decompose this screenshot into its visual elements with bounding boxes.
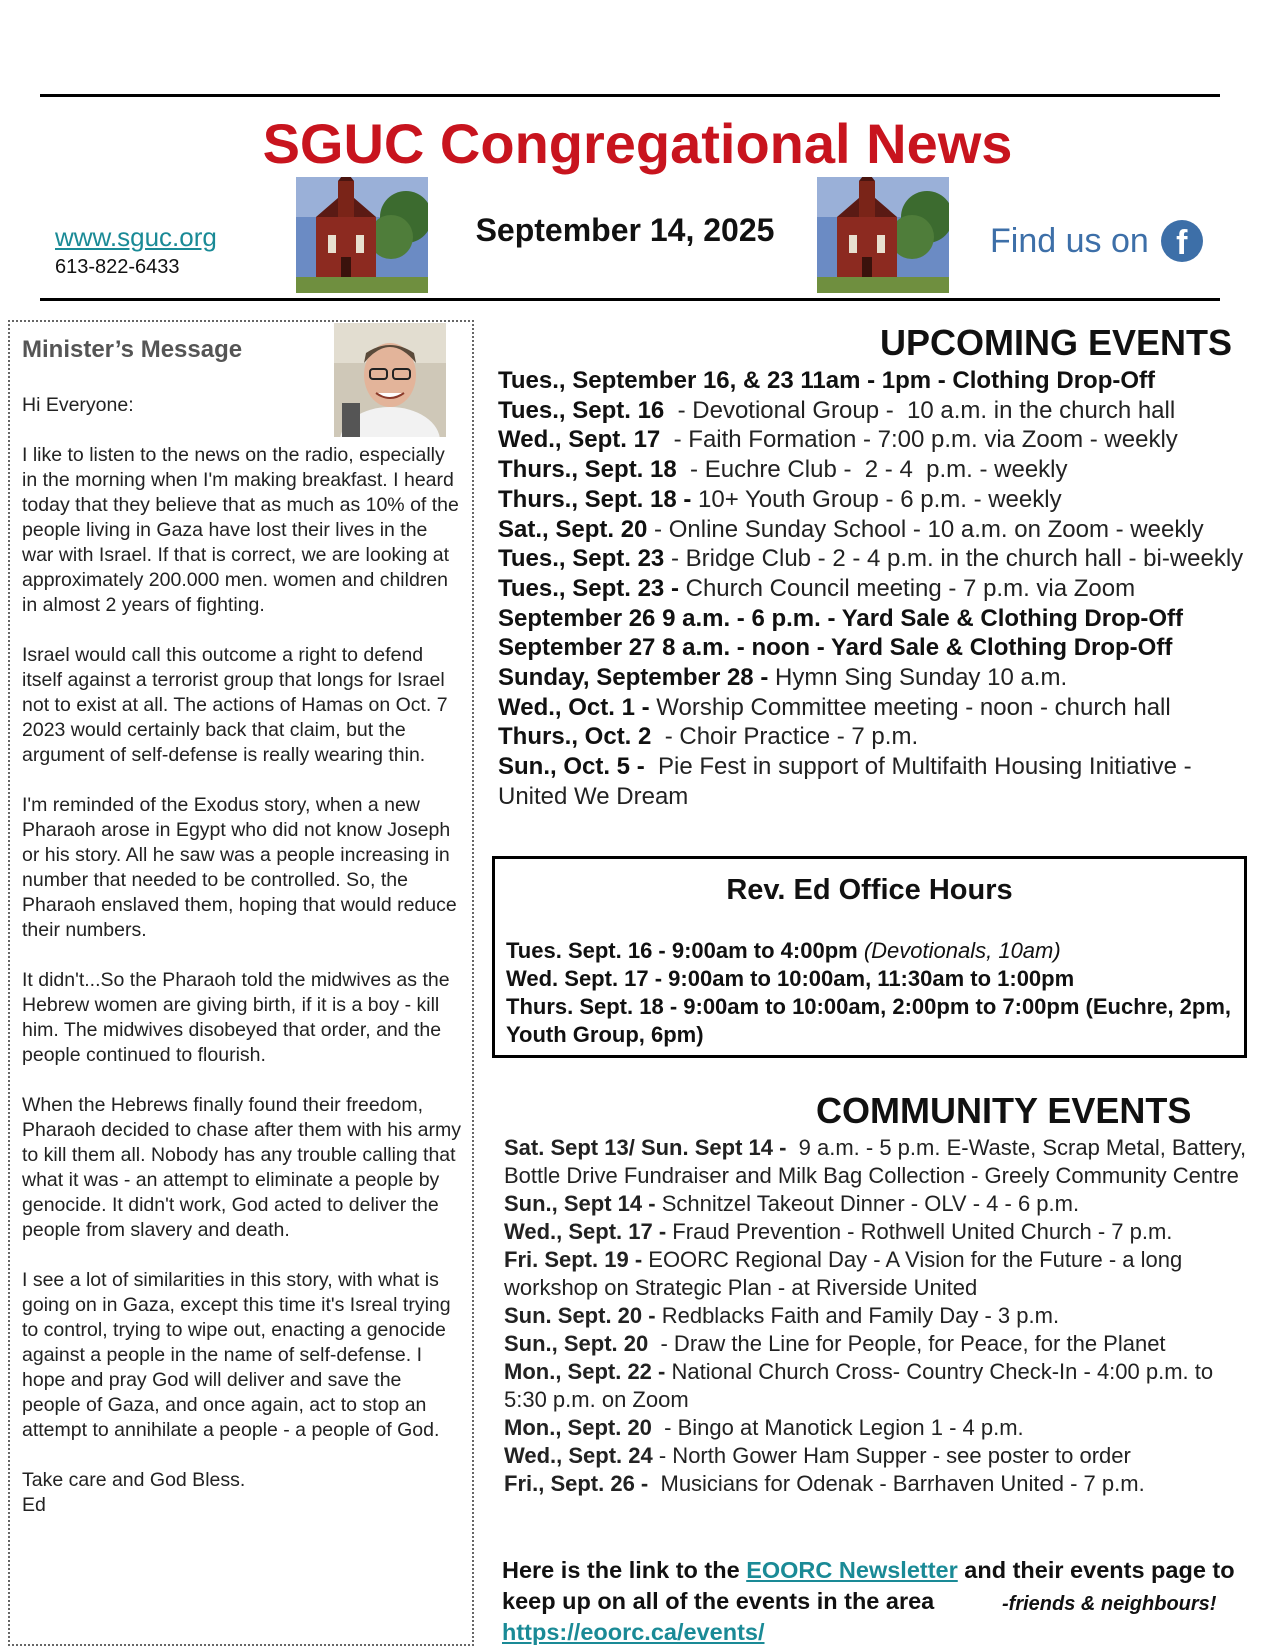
website-link[interactable]: www.sguc.org (55, 222, 217, 252)
community-event-description: Redblacks Faith and Family Day - 3 p.m. (655, 1303, 1060, 1328)
eoorc-events-link[interactable]: https://eoorc.ca/events/ (502, 1619, 765, 1645)
message-paragraph: It didn't...So the Pharaoh told the midwives as the Hebrew women are giving birth, if it is a boy - kill him. The midwives disobeyed that order, and the people continued to flourish. (22, 969, 450, 1066)
upcoming-event-description: Pie Fest in support of Multifaith Housing Initiative - United We Dream (498, 753, 1199, 810)
upcoming-event-description: - Devotional Group - 10 a.m. in the church hall (664, 396, 1176, 424)
upcoming-event-description: - Bridge Club - 2 - 4 p.m. in the church hall - bi-weekly (664, 545, 1244, 573)
community-event (504, 1414, 1256, 1442)
community-events-list (504, 1134, 1256, 1498)
community-event (504, 1190, 1256, 1218)
upcoming-event (498, 485, 1258, 515)
newsletter-title: SGUC Congregational News (262, 112, 1013, 175)
minister-message-title: Minister’s Message (22, 336, 243, 363)
upcoming-event (498, 544, 1258, 574)
community-event-date: Sun., Sept. 20 (504, 1331, 649, 1356)
community-event-date: Fri., Sept. 26 - (504, 1471, 655, 1496)
upcoming-event-date: Wed., Oct. 1 - (498, 693, 650, 721)
upcoming-event (498, 515, 1258, 545)
upcoming-event-date: Sun., Oct. 5 - (498, 753, 652, 781)
header-bottom-rule (40, 298, 1220, 301)
upcoming-event-date: Sunday, September 28 - (498, 664, 769, 692)
friends-tagline: -friends & neighbours! (1002, 1593, 1217, 1615)
community-event-description: - North Gower Ham Supper - see poster to order (652, 1443, 1131, 1468)
message-paragraph: I see a lot of similarities in this story, with what is going on in Gaza, except this time it's Isreal trying to control, trying to wipe out, enacting a genocide against a people in the name of self-defense. I hope and pray God will deliver and save the people of Gaza, and once again, act to stop an attempt to annihilate a people - a people of God. (22, 1269, 451, 1441)
upcoming-event (498, 722, 1258, 752)
community-event-date: Fri. Sept. 19 - (504, 1247, 643, 1272)
upcoming-event (498, 604, 1258, 634)
message-paragraph: Israel would call this outcome a right to defend itself against a terrorist group that longs for Israel not to exist at all. The actions of Hamas on Oct. 7 2023 would certainly back that claim, but the argument of self-defense is really wearing thin. (22, 644, 448, 766)
community-event-description: National Church Cross- Country Check-In - 4:00 p.m. to 5:30 p.m. on Zoom (504, 1359, 1220, 1412)
upcoming-event-date: Tues., September 16, & 23 11am - 1pm - (498, 367, 953, 394)
office-hours-line: Wed. Sept. 17 - 9:00am to 10:00am, 11:30am to 1:00pm (506, 966, 1075, 991)
community-event-description: 9 a.m. - 5 p.m. E-Waste, Scrap Metal, Battery, Bottle Drive Fundraiser and Milk Bag Collection - Greely Community Centre (504, 1135, 1253, 1188)
upcoming-events-list (498, 366, 1258, 812)
community-event (504, 1134, 1256, 1190)
upcoming-event-date: Sat., Sept. 20 (498, 515, 648, 543)
church-image-right (817, 177, 949, 293)
community-event-date: Sat. Sept 13/ Sun. Sept 14 - (504, 1135, 793, 1160)
office-hours-line: Thurs. Sept. 18 - 9:00am to 10:00am, 2:00pm to 7:00pm (Euchre, 2pm, Youth Group, 6pm) (506, 994, 1232, 1047)
upcoming-event-date: Wed., Sept. 17 (498, 426, 661, 454)
upcoming-event (498, 425, 1258, 455)
community-event-date: Wed., Sept. 17 - (504, 1219, 667, 1244)
community-event-description: Fraud Prevention - Rothwell United Church - 7 p.m. (666, 1219, 1173, 1244)
upcoming-event (498, 455, 1258, 485)
facebook-icon: f (1161, 220, 1203, 262)
community-event (504, 1246, 1256, 1302)
message-paragraph: I like to listen to the news on the radio, especially in the morning when I'm making breakfast. I heard today that they believe that as much as 10% of the people living in Gaza have lost their lives in the war with Israel. If that is correct, we are looking at approximately 200.000 men. women and children in almost 2 years of fighting. (22, 444, 459, 616)
office-hours-lines (506, 937, 1236, 1049)
church-image-left (296, 177, 428, 293)
signature: Ed (22, 1494, 46, 1516)
upcoming-event-date: Tues., Sept. 23 - (498, 574, 679, 602)
community-event-date: Wed., Sept. 24 (504, 1443, 653, 1468)
upcoming-event-date: Thurs., Sept. 18 - (498, 485, 692, 513)
community-event (504, 1330, 1256, 1358)
community-event-date: Sun. Sept. 20 - (504, 1303, 656, 1328)
upcoming-event-description: - Euchre Club - 2 - 4 p.m. - weekly (676, 456, 1068, 484)
upcoming-event-description: Clothing Drop-Off (952, 367, 1156, 394)
upcoming-event-description: Church Council meeting - 7 p.m. via Zoom (678, 574, 1136, 602)
community-event-description: Musicians for Odenak - Barrhaven United - 7 p.m. (654, 1471, 1145, 1496)
upcoming-event-date: Thurs., Oct. 2 (498, 723, 652, 751)
upcoming-event (498, 633, 1258, 663)
upcoming-event (498, 366, 1258, 396)
community-event-description: - Bingo at Manotick Legion 1 - 4 p.m. (651, 1415, 1024, 1440)
community-event (504, 1442, 1256, 1470)
upcoming-event-description: 10+ Youth Group - 6 p.m. - weekly (691, 485, 1062, 513)
upcoming-event-date: Tues., Sept. 23 (498, 545, 665, 573)
message-paragraph: When the Hebrews finally found their freedom, Pharaoh decided to chase after them with his army to kill them all. Nobody has any trouble calling that what it was - an attempt to eliminate a people by genocide. It didn't work, God acted to deliver the people from slavery and death. (22, 1094, 461, 1241)
upcoming-event-description: Hymn Sing Sunday 10 a.m. (768, 664, 1068, 692)
upcoming-event (498, 693, 1258, 723)
eoorc-footer: Here is the link to the EOORC Newsletter and their events page to keep up on all of the events in the area https://eoorc.ca/events/ (502, 1557, 1235, 1645)
community-event (504, 1470, 1256, 1498)
community-event-description: Schnitzel Takeout Dinner - OLV - 4 - 6 p.m. (655, 1191, 1080, 1216)
upcoming-event-description: - Choir Practice - 7 p.m. (651, 723, 919, 751)
phone-number: 613-822-6433 (55, 256, 180, 278)
upcoming-event (498, 574, 1258, 604)
upcoming-event-description: Yard Sale & Clothing Drop-Off (830, 634, 1173, 662)
upcoming-event-description: - Faith Formation - 7:00 p.m. via Zoom - weekly (660, 426, 1178, 454)
closing: Take care and God Bless. (22, 1469, 246, 1491)
upcoming-event-date: September 27 8 a.m. - noon - (498, 634, 831, 662)
community-event (504, 1358, 1256, 1414)
office-hours-title: Rev. Ed Office Hours (726, 874, 1013, 906)
community-event (504, 1218, 1256, 1246)
community-event (504, 1302, 1256, 1330)
community-event-date: Mon., Sept. 22 - (504, 1359, 666, 1384)
message-paragraph: I'm reminded of the Exodus story, when a new Pharaoh arose in Egypt who did not know Joseph or his story. All he saw was a people increasing in number that needed to be controlled. So, the Pharaoh enslaved them, hoping that would reduce their numbers. (22, 794, 457, 941)
facebook-link[interactable] (990, 220, 1203, 262)
upcoming-event (498, 396, 1258, 426)
upcoming-event (498, 663, 1258, 693)
community-event-description: - Draw the Line for People, for Peace, for the Planet (648, 1331, 1166, 1356)
community-events-heading: COMMUNITY EVENTS (816, 1090, 1192, 1131)
top-rule (40, 94, 1220, 97)
community-event-date: Sun., Sept 14 - (504, 1191, 656, 1216)
upcoming-event-description: - Online Sunday School - 10 a.m. on Zoom - weekly (647, 515, 1204, 543)
minister-message-body (22, 393, 462, 1518)
upcoming-event-date: September 26 9 a.m. - 6 p.m. - (498, 604, 842, 632)
greeting: Hi Everyone: (22, 394, 134, 416)
community-event-description: EOORC Regional Day - A Vision for the Future - a long workshop on Strategic Plan - at Riverside United (504, 1247, 1189, 1300)
upcoming-event-description: Yard Sale & Clothing Drop-Off (841, 604, 1184, 632)
upcoming-event (498, 752, 1258, 811)
office-hours-line: Tues. Sept. 16 - 9:00am to 4:00pm (Devotionals, 10am) (506, 938, 1061, 963)
eoorc-newsletter-link[interactable]: EOORC Newsletter (746, 1557, 958, 1583)
community-event-date: Mon., Sept. 20 (504, 1415, 652, 1440)
issue-date: September 14, 2025 (475, 212, 775, 248)
upcoming-events-heading: UPCOMING EVENTS (880, 322, 1233, 363)
upcoming-event-date: Tues., Sept. 16 (498, 396, 665, 424)
facebook-label: Find us on (990, 221, 1149, 260)
upcoming-event-description: Worship Committee meeting - noon - church hall (649, 693, 1171, 721)
upcoming-event-date: Thurs., Sept. 18 (498, 456, 677, 484)
